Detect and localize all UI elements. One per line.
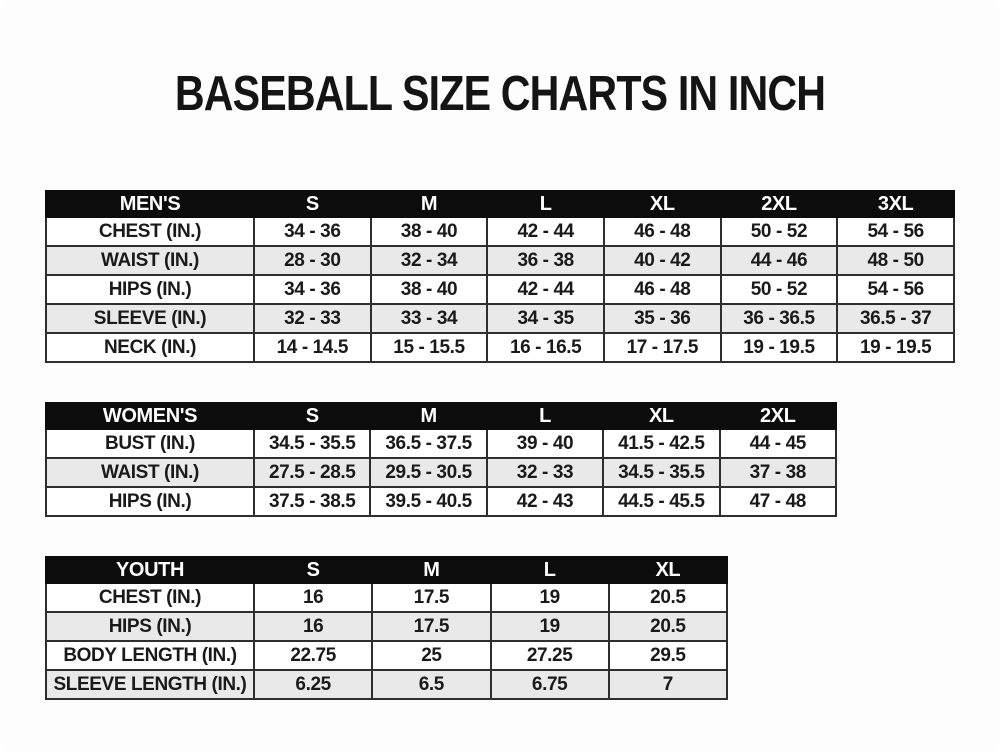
size-value-cell: 46 - 48 [604, 275, 721, 304]
size-value-cell: 28 - 30 [254, 246, 371, 275]
size-value-cell: 19 [491, 583, 609, 612]
size-value-cell: 19 [491, 612, 609, 641]
row-label: SLEEVE LENGTH (IN.) [46, 670, 254, 699]
size-column-header: XL [603, 403, 719, 429]
size-column-header: S [254, 557, 372, 583]
size-value-cell: 54 - 56 [837, 275, 954, 304]
size-column-header: M [371, 191, 488, 217]
size-value-cell: 54 - 56 [837, 217, 954, 246]
womens-size-table [45, 402, 837, 517]
size-value-cell: 20.5 [609, 612, 727, 641]
size-value-cell: 44.5 - 45.5 [603, 487, 719, 516]
womens-header-row [46, 403, 836, 429]
size-value-cell: 17.5 [372, 612, 490, 641]
size-column-header: 2XL [720, 403, 836, 429]
size-column-header: XL [609, 557, 727, 583]
row-label: WAIST (IN.) [46, 246, 254, 275]
row-label: HIPS (IN.) [46, 487, 254, 516]
size-value-cell: 44 - 45 [720, 429, 836, 458]
size-value-cell: 44 - 46 [721, 246, 838, 275]
table-row [46, 304, 954, 333]
row-label: HIPS (IN.) [46, 612, 254, 641]
size-value-cell: 29.5 [609, 641, 727, 670]
size-value-cell: 29.5 - 30.5 [370, 458, 486, 487]
size-value-cell: 33 - 34 [371, 304, 488, 333]
size-value-cell: 40 - 42 [604, 246, 721, 275]
table-row [46, 641, 727, 670]
size-value-cell: 19 - 19.5 [721, 333, 838, 362]
table-row [46, 458, 836, 487]
size-value-cell: 14 - 14.5 [254, 333, 371, 362]
row-label: NECK (IN.) [46, 333, 254, 362]
size-value-cell: 27.25 [491, 641, 609, 670]
size-value-cell: 50 - 52 [721, 275, 838, 304]
size-value-cell: 15 - 15.5 [371, 333, 488, 362]
size-value-cell: 17.5 [372, 583, 490, 612]
size-value-cell: 7 [609, 670, 727, 699]
size-column-header: L [487, 403, 603, 429]
table-row [46, 275, 954, 304]
mens-size-table [45, 190, 955, 363]
size-value-cell: 6.5 [372, 670, 490, 699]
size-value-cell: 32 - 33 [254, 304, 371, 333]
size-column-header: L [487, 191, 604, 217]
size-value-cell: 39 - 40 [487, 429, 603, 458]
size-value-cell: 38 - 40 [371, 275, 488, 304]
row-label: WAIST (IN.) [46, 458, 254, 487]
size-value-cell: 25 [372, 641, 490, 670]
page-title: BASEBALL SIZE CHARTS IN INCH [174, 67, 826, 121]
size-value-cell: 36 - 38 [487, 246, 604, 275]
row-label: CHEST (IN.) [46, 583, 254, 612]
size-value-cell: 32 - 33 [487, 458, 603, 487]
row-label: BODY LENGTH (IN.) [46, 641, 254, 670]
row-label: HIPS (IN.) [46, 275, 254, 304]
size-column-header: 3XL [837, 191, 954, 217]
table-row [46, 583, 727, 612]
size-column-header: S [254, 191, 371, 217]
table-row [46, 487, 836, 516]
size-value-cell: 34.5 - 35.5 [254, 429, 370, 458]
table-row [46, 333, 954, 362]
size-value-cell: 22.75 [254, 641, 372, 670]
size-value-cell: 35 - 36 [604, 304, 721, 333]
mens-header-row [46, 191, 954, 217]
size-value-cell: 48 - 50 [837, 246, 954, 275]
size-value-cell: 36.5 - 37.5 [370, 429, 486, 458]
size-column-header: S [254, 403, 370, 429]
size-column-header: L [491, 557, 609, 583]
size-value-cell: 20.5 [609, 583, 727, 612]
size-value-cell: 50 - 52 [721, 217, 838, 246]
row-label: BUST (IN.) [46, 429, 254, 458]
womens-table-title: WOMEN'S [46, 403, 254, 429]
size-value-cell: 16 - 16.5 [487, 333, 604, 362]
size-value-cell: 41.5 - 42.5 [603, 429, 719, 458]
size-value-cell: 36.5 - 37 [837, 304, 954, 333]
size-value-cell: 17 - 17.5 [604, 333, 721, 362]
table-row [46, 217, 954, 246]
size-value-cell: 16 [254, 612, 372, 641]
size-value-cell: 47 - 48 [720, 487, 836, 516]
size-column-header: M [370, 403, 486, 429]
size-value-cell: 34 - 36 [254, 275, 371, 304]
mens-table-title: MEN'S [46, 191, 254, 217]
size-value-cell: 16 [254, 583, 372, 612]
size-value-cell: 34 - 35 [487, 304, 604, 333]
row-label: SLEEVE (IN.) [46, 304, 254, 333]
table-row [46, 612, 727, 641]
table-row [46, 670, 727, 699]
size-value-cell: 37 - 38 [720, 458, 836, 487]
size-value-cell: 27.5 - 28.5 [254, 458, 370, 487]
size-value-cell: 34 - 36 [254, 217, 371, 246]
row-label: CHEST (IN.) [46, 217, 254, 246]
table-row [46, 246, 954, 275]
youth-size-table [45, 556, 728, 700]
size-value-cell: 34.5 - 35.5 [603, 458, 719, 487]
size-value-cell: 36 - 36.5 [721, 304, 838, 333]
size-column-header: M [372, 557, 490, 583]
youth-table-title: YOUTH [46, 557, 254, 583]
size-column-header: XL [604, 191, 721, 217]
size-value-cell: 46 - 48 [604, 217, 721, 246]
table-row [46, 429, 836, 458]
size-value-cell: 37.5 - 38.5 [254, 487, 370, 516]
size-value-cell: 19 - 19.5 [837, 333, 954, 362]
size-value-cell: 32 - 34 [371, 246, 488, 275]
size-value-cell: 6.25 [254, 670, 372, 699]
size-value-cell: 42 - 44 [487, 275, 604, 304]
size-column-header: 2XL [721, 191, 838, 217]
size-value-cell: 6.75 [491, 670, 609, 699]
size-value-cell: 39.5 - 40.5 [370, 487, 486, 516]
youth-header-row [46, 557, 727, 583]
size-value-cell: 38 - 40 [371, 217, 488, 246]
size-value-cell: 42 - 44 [487, 217, 604, 246]
size-value-cell: 42 - 43 [487, 487, 603, 516]
